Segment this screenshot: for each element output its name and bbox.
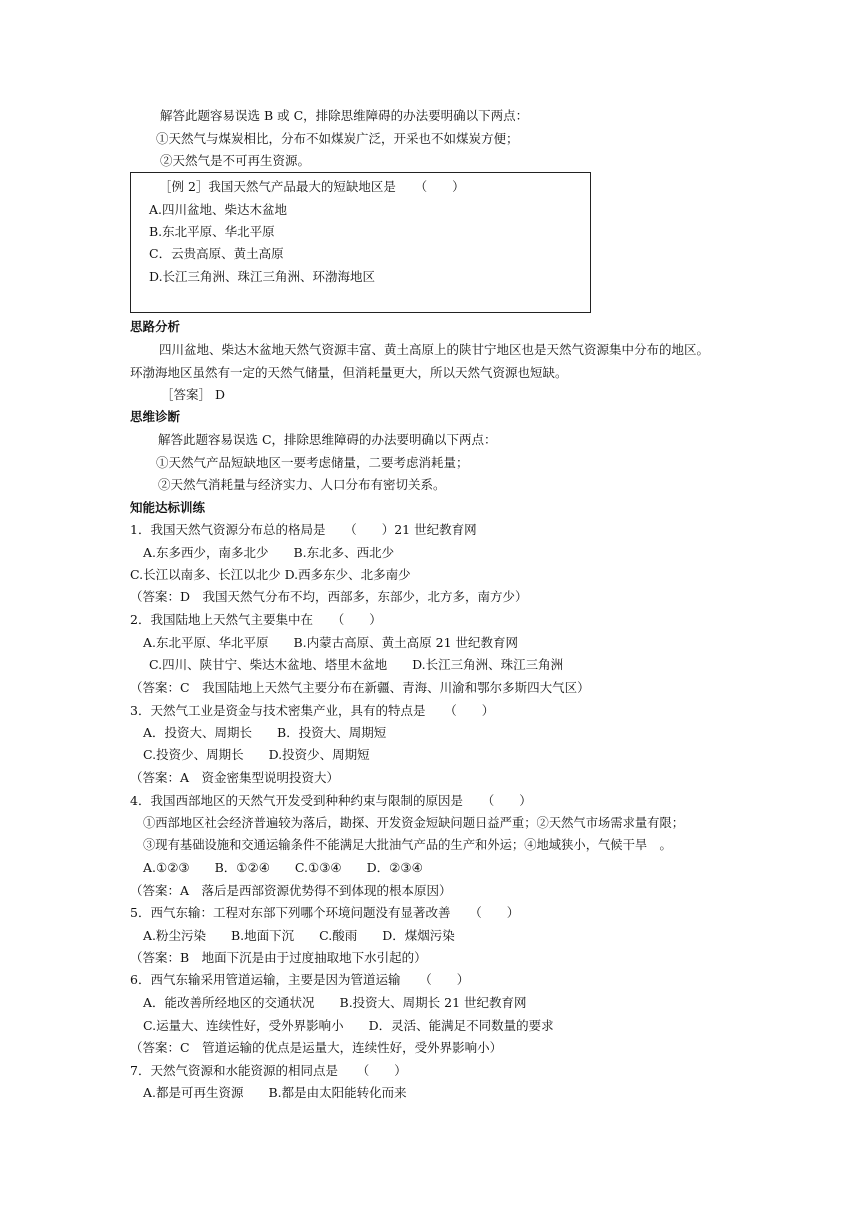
diagnosis-heading: 思维诊断 [130,409,181,424]
training-line: 1．我国天然气资源分布总的格局是 （ ）21 世纪教育网 [130,522,477,537]
training-line: A.粉尘污染 B.地面下沉 C.酸雨 D．煤烟污染 [143,928,455,943]
analysis-para-1: 四川盆地、柴达木盆地天然气资源丰富、黄土高原上的陕甘宁地区也是天然气资源集中分布的地区。 [159,342,710,357]
training-line: C.投资少、周期长 D.投资少、周期短 [143,747,370,762]
training-line: A.①②③ B．①②④ C.①③④ D．②③④ [143,860,423,875]
training-line: 2．我国陆地上天然气主要集中在 （ ） [130,612,382,627]
option-a: A.四川盆地、柴达木盆地 [149,202,288,217]
option-d: D.长江三角洲、珠江三角洲、环渤海地区 [149,269,376,284]
training-line: 3．天然气工业是资金与技术密集产业，具有的特点是 （ ） [130,703,495,718]
diagnosis-line-2: ①天然气产品短缺地区一要考虑储量，二要考虑消耗量； [156,455,469,470]
diagnosis-line-3: ②天然气消耗量与经济实力、人口分布有密切关系。 [158,477,446,492]
intro-line-1: 解答此题容易误选 B 或 C，排除思维障碍的办法要明确以下两点： [160,108,529,123]
training-line: 5．西气东输：工程对东部下列哪个环境问题没有显著改善 （ ） [130,905,520,920]
training-line: 4．我国西部地区的天然气开发受到种种约束与限制的原因是 （ ） [130,793,532,808]
analysis-heading: 思路分析 [130,319,181,334]
training-line: 7．天然气资源和水能资源的相同点是 （ ） [130,1063,407,1078]
training-line: A.都是可再生资源 B.都是由太阳能转化而来 [143,1085,407,1100]
training-line: （答案：B 地面下沉是由于过度抽取地下水引起的） [130,950,427,965]
training-line: A．能改善所经地区的交通状况 B.投资大、周期长 21 世纪教育网 [143,995,527,1010]
option-b: B.东北平原、华北平原 [149,224,275,239]
option-c: C．云贵高原、黄土高原 [149,246,284,261]
analysis-para-2: 环渤海地区虽然有一定的天然气储量，但消耗量更大，所以天然气资源也短缺。 [130,365,568,380]
intro-line-2: ①天然气与煤炭相比，分布不如煤炭广泛，开采也不如煤炭方便； [156,131,519,146]
answer-text: ［答案］ D [161,387,225,402]
training-line: A．投资大、周期长 B．投资大、周期短 [143,725,387,740]
training-line: C.长江以南多、长江以北少 D.西多东少、北多南少 [130,567,411,582]
training-heading: 知能达标训练 [130,500,206,515]
training-line: ③现有基础设施和交通运输条件不能满足大批油气产品的生产和外运；④地域狭小，气候干旱 。 [143,838,672,852]
training-line: C.运量大、连续性好，受外界影响小 D．灵活、能满足不同数量的要求 [143,1018,554,1033]
diagnosis-line-1: 解答此题容易误选 C，排除思维障碍的办法要明确以下两点： [158,432,497,447]
training-line: （答案：C 管道运输的优点是运量大，连续性好，受外界影响小） [130,1040,503,1055]
training-line: 6．西气东输采用管道运输，主要是因为管道运输 （ ） [130,972,470,987]
intro-line-3: ②天然气是不可再生资源。 [160,153,311,168]
training-line: A.东多西少，南多北少 B.东北多、西北少 [143,545,395,560]
training-line: A.东北平原、华北平原 B.内蒙古高原、黄土高原 21 世纪教育网 [143,635,519,650]
training-line: （答案：A 资金密集型说明投资大） [130,770,340,785]
training-line: C.四川、陕甘宁、柴达木盆地、塔里木盆地 D.长江三角洲、珠江三角洲 [149,657,564,672]
example-title: ［例 2］我国天然气产品最大的短缺地区是 （ ） [159,179,465,194]
training-line: ①西部地区社会经济普遍较为落后，勘探、开发资金短缺问题日益严重；②天然气市场需求量有限； [143,816,685,830]
training-line: （答案：A 落后是西部资源优势得不到体现的根本原因） [130,883,452,898]
training-line: （答案：C 我国陆地上天然气主要分布在新疆、青海、川渝和鄂尔多斯四大气区） [130,680,590,695]
training-line: （答案：D 我国天然气分布不均，西部多，东部少，北方多，南方少） [130,589,528,604]
